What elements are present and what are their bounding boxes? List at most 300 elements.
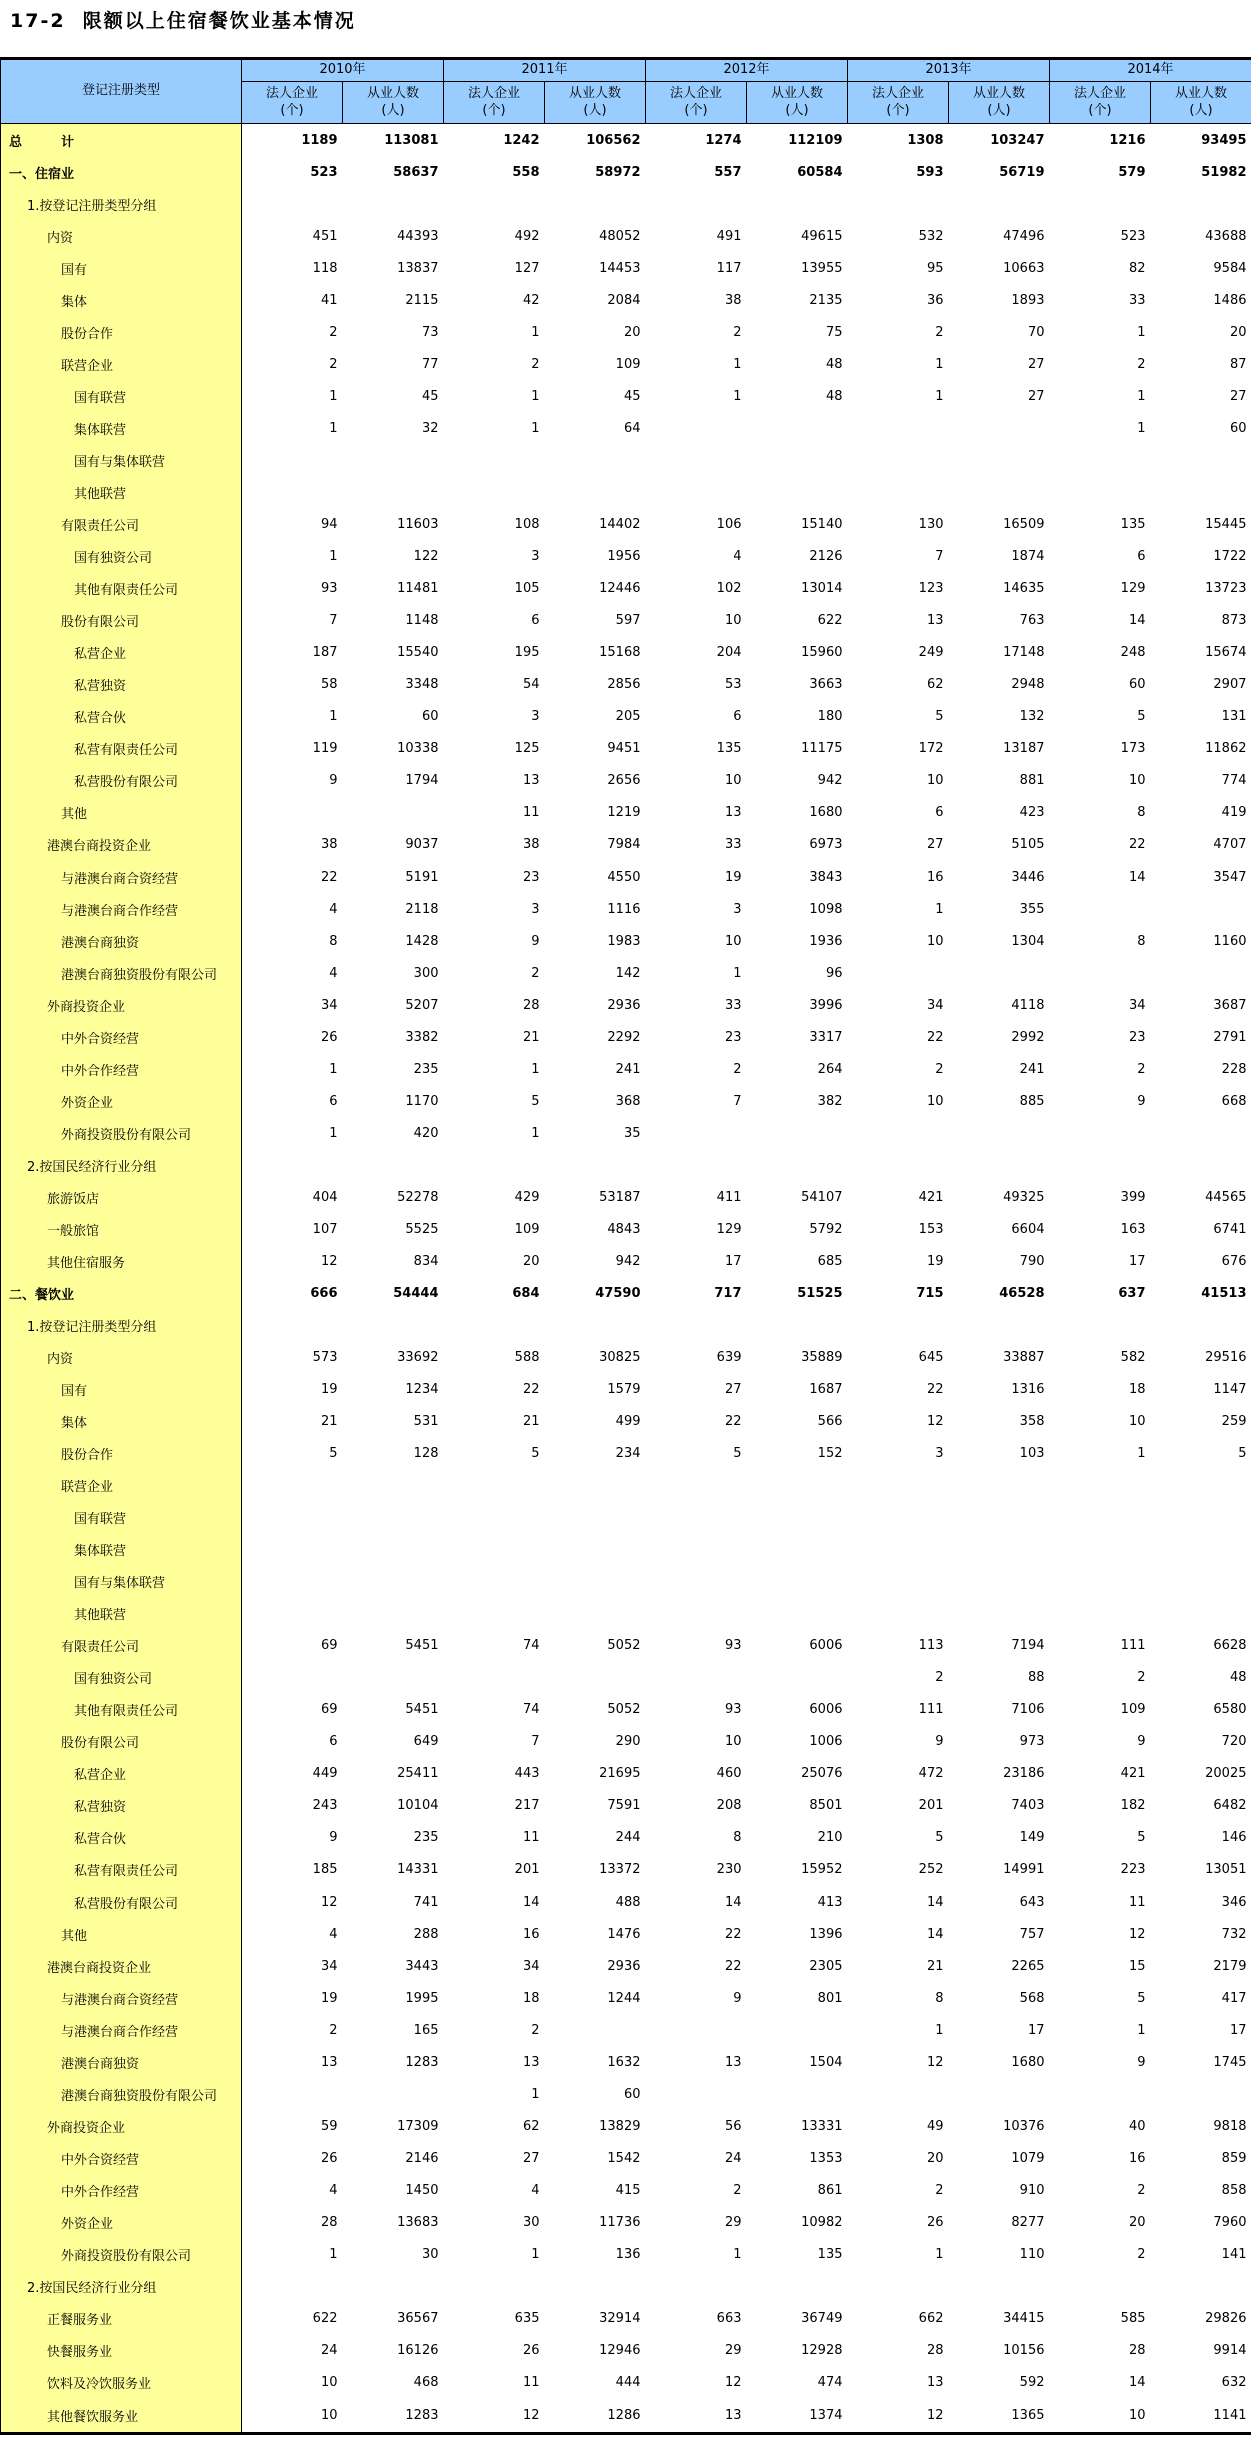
cell-value: 128 bbox=[343, 1438, 444, 1470]
table-row bbox=[1, 925, 1251, 957]
cell-value bbox=[242, 1598, 343, 1630]
cell-value: 12928 bbox=[747, 2334, 848, 2366]
cell-value bbox=[545, 2014, 646, 2046]
cell-value bbox=[1151, 893, 1251, 925]
cell-value: 12 bbox=[444, 2398, 545, 2433]
cell-value bbox=[242, 1502, 343, 1534]
cell-value: 22 bbox=[646, 1406, 747, 1438]
cell-value: 2936 bbox=[545, 1950, 646, 1982]
cell-value: 15445 bbox=[1151, 509, 1251, 541]
cell-value: 28 bbox=[1050, 2334, 1151, 2366]
cell-value bbox=[646, 1470, 747, 1502]
cell-value bbox=[1151, 1117, 1251, 1149]
cell-value: 110 bbox=[949, 2238, 1050, 2270]
cell-value: 17148 bbox=[949, 637, 1050, 669]
cell-value: 7960 bbox=[1151, 2206, 1251, 2238]
cell-value: 12 bbox=[848, 2398, 949, 2433]
row-label: 联营企业 bbox=[1, 1470, 242, 1502]
cell-value: 9 bbox=[242, 1822, 343, 1854]
cell-value: 443 bbox=[444, 1758, 545, 1790]
cell-value: 15674 bbox=[1151, 637, 1251, 669]
cell-value bbox=[646, 1534, 747, 1566]
cell-value: 2 bbox=[444, 957, 545, 989]
cell-value: 5 bbox=[1151, 1438, 1251, 1470]
row-label: 旅游饭店 bbox=[1, 1181, 242, 1213]
cell-value: 643 bbox=[949, 1886, 1050, 1918]
cell-value bbox=[949, 445, 1050, 477]
cell-value: 7 bbox=[646, 1085, 747, 1117]
table-row bbox=[1, 381, 1251, 413]
cell-value: 593 bbox=[848, 156, 949, 188]
row-label: 其他联营 bbox=[1, 477, 242, 509]
cell-value: 27 bbox=[848, 829, 949, 861]
cell-value: 2084 bbox=[545, 284, 646, 316]
cell-value: 1874 bbox=[949, 541, 1050, 573]
table-row bbox=[1, 573, 1251, 605]
cell-value: 33692 bbox=[343, 1341, 444, 1373]
cell-value: 1098 bbox=[747, 893, 848, 925]
cell-value: 58972 bbox=[545, 156, 646, 188]
cell-value bbox=[444, 2270, 545, 2302]
cell-value: 17309 bbox=[343, 2110, 444, 2142]
cell-value: 59 bbox=[242, 2110, 343, 2142]
cell-value bbox=[646, 1598, 747, 1630]
cell-value: 2 bbox=[848, 2174, 949, 2206]
cell-value bbox=[848, 2078, 949, 2110]
cell-value: 1 bbox=[444, 413, 545, 445]
cell-value: 10663 bbox=[949, 252, 1050, 284]
cell-value: 2126 bbox=[747, 541, 848, 573]
cell-value: 109 bbox=[545, 348, 646, 380]
cell-value: 3 bbox=[444, 701, 545, 733]
cell-value bbox=[848, 1598, 949, 1630]
row-label: 外资企业 bbox=[1, 1085, 242, 1117]
table-row bbox=[1, 1886, 1251, 1918]
cell-value bbox=[747, 1309, 848, 1341]
cell-value: 532 bbox=[848, 220, 949, 252]
cell-value: 1 bbox=[242, 701, 343, 733]
table-row bbox=[1, 1854, 1251, 1886]
cell-value: 411 bbox=[646, 1181, 747, 1213]
row-label: 集体联营 bbox=[1, 1534, 242, 1566]
cell-value bbox=[949, 1598, 1050, 1630]
cell-value: 5207 bbox=[343, 989, 444, 1021]
table-row bbox=[1, 669, 1251, 701]
cell-value: 2118 bbox=[343, 893, 444, 925]
cell-value: 5 bbox=[646, 1438, 747, 1470]
cell-value: 1632 bbox=[545, 2046, 646, 2078]
cell-value bbox=[242, 1566, 343, 1598]
cell-value: 28 bbox=[444, 989, 545, 1021]
cell-value: 1308 bbox=[848, 124, 949, 157]
cell-value: 1 bbox=[1050, 2014, 1151, 2046]
cell-value: 60 bbox=[343, 701, 444, 733]
row-label: 国有与集体联营 bbox=[1, 445, 242, 477]
cell-value: 48 bbox=[1151, 1662, 1251, 1694]
cell-value: 1219 bbox=[545, 797, 646, 829]
cell-value: 259 bbox=[1151, 1406, 1251, 1438]
cell-value: 235 bbox=[343, 1053, 444, 1085]
row-label: 中外合资经营 bbox=[1, 1021, 242, 1053]
cell-value: 33887 bbox=[949, 1341, 1050, 1373]
row-label: 其他餐饮服务业 bbox=[1, 2398, 242, 2433]
table-row bbox=[1, 2238, 1251, 2270]
cell-value bbox=[1050, 445, 1151, 477]
cell-value: 125 bbox=[444, 733, 545, 765]
cell-value: 14 bbox=[1050, 2366, 1151, 2398]
row-label: 私营企业 bbox=[1, 637, 242, 669]
cell-value: 1116 bbox=[545, 893, 646, 925]
cell-value: 1 bbox=[444, 381, 545, 413]
cell-value bbox=[747, 1470, 848, 1502]
cell-value: 19 bbox=[646, 861, 747, 893]
cell-value: 15 bbox=[1050, 1950, 1151, 1982]
row-label: 1.按登记注册类型分组 bbox=[1, 188, 242, 220]
row-label: 其他住宿服务 bbox=[1, 1245, 242, 1277]
col-header-employees: 从业人数 (人) bbox=[949, 82, 1050, 124]
cell-value bbox=[1050, 477, 1151, 509]
cell-value: 382 bbox=[747, 1085, 848, 1117]
cell-value: 36 bbox=[848, 284, 949, 316]
row-label: 其他有限责任公司 bbox=[1, 573, 242, 605]
cell-value bbox=[646, 1662, 747, 1694]
cell-value: 1147 bbox=[1151, 1373, 1251, 1405]
cell-value bbox=[343, 797, 444, 829]
cell-value: 32 bbox=[343, 413, 444, 445]
cell-value bbox=[343, 2078, 444, 2110]
cell-value: 29826 bbox=[1151, 2302, 1251, 2334]
cell-value: 10 bbox=[646, 605, 747, 637]
cell-value bbox=[343, 1502, 444, 1534]
cell-value: 5525 bbox=[343, 1213, 444, 1245]
cell-value: 523 bbox=[242, 156, 343, 188]
cell-value: 75 bbox=[747, 316, 848, 348]
cell-value: 288 bbox=[343, 1918, 444, 1950]
col-header-enterprises: 法人企业 (个) bbox=[444, 82, 545, 124]
cell-value: 9037 bbox=[343, 829, 444, 861]
cell-value: 1148 bbox=[343, 605, 444, 637]
cell-value: 2265 bbox=[949, 1950, 1050, 1982]
row-label: 外商投资企业 bbox=[1, 989, 242, 1021]
cell-value: 6580 bbox=[1151, 1694, 1251, 1726]
cell-value: 3663 bbox=[747, 669, 848, 701]
cell-value bbox=[747, 1149, 848, 1181]
cell-value: 93 bbox=[242, 573, 343, 605]
row-label: 一、住宿业 bbox=[1, 156, 242, 188]
cell-value bbox=[1050, 1117, 1151, 1149]
cell-value: 417 bbox=[1151, 1982, 1251, 2014]
cell-value: 13 bbox=[444, 765, 545, 797]
cell-value bbox=[747, 1598, 848, 1630]
cell-value: 13372 bbox=[545, 1854, 646, 1886]
row-label: 正餐服务业 bbox=[1, 2302, 242, 2334]
cell-value bbox=[747, 2078, 848, 2110]
cell-value: 27 bbox=[1151, 381, 1251, 413]
cell-value: 11603 bbox=[343, 509, 444, 541]
cell-value: 645 bbox=[848, 1341, 949, 1373]
cell-value: 10 bbox=[848, 1085, 949, 1117]
cell-value: 87 bbox=[1151, 348, 1251, 380]
cell-value: 649 bbox=[343, 1726, 444, 1758]
cell-value: 368 bbox=[545, 1085, 646, 1117]
cell-value: 3446 bbox=[949, 861, 1050, 893]
cell-value: 10156 bbox=[949, 2334, 1050, 2366]
cell-value bbox=[1050, 1566, 1151, 1598]
cell-value bbox=[1050, 1309, 1151, 1341]
cell-value bbox=[343, 1149, 444, 1181]
col-header-employees: 从业人数 (人) bbox=[747, 82, 848, 124]
row-label: 其他 bbox=[1, 1918, 242, 1950]
cell-value: 45 bbox=[545, 381, 646, 413]
cell-value: 6973 bbox=[747, 829, 848, 861]
cell-value: 11862 bbox=[1151, 733, 1251, 765]
year-header-2011: 2011年 bbox=[444, 59, 646, 82]
table-row bbox=[1, 1213, 1251, 1245]
cell-value: 241 bbox=[949, 1053, 1050, 1085]
cell-value: 11481 bbox=[343, 573, 444, 605]
cell-value bbox=[1151, 1470, 1251, 1502]
cell-value: 32914 bbox=[545, 2302, 646, 2334]
cell-value: 27 bbox=[444, 2142, 545, 2174]
cell-value: 30 bbox=[444, 2206, 545, 2238]
cell-value: 108 bbox=[444, 509, 545, 541]
cell-value: 9914 bbox=[1151, 2334, 1251, 2366]
cell-value: 1 bbox=[646, 2238, 747, 2270]
cell-value: 1995 bbox=[343, 1982, 444, 2014]
table-row bbox=[1, 1534, 1251, 1566]
cell-value: 592 bbox=[949, 2366, 1050, 2398]
cell-value: 3 bbox=[646, 893, 747, 925]
table-row bbox=[1, 2206, 1251, 2238]
cell-value: 1 bbox=[646, 381, 747, 413]
cell-value: 187 bbox=[242, 637, 343, 669]
cell-value: 639 bbox=[646, 1341, 747, 1373]
table-row bbox=[1, 1662, 1251, 1694]
cell-value bbox=[646, 477, 747, 509]
cell-value: 30 bbox=[343, 2238, 444, 2270]
cell-value bbox=[242, 1470, 343, 1502]
row-label: 港澳台商投资企业 bbox=[1, 829, 242, 861]
cell-value bbox=[949, 1470, 1050, 1502]
table-row bbox=[1, 1341, 1251, 1373]
cell-value bbox=[1050, 1598, 1151, 1630]
cell-value: 5792 bbox=[747, 1213, 848, 1245]
row-label: 股份有限公司 bbox=[1, 605, 242, 637]
cell-value: 243 bbox=[242, 1790, 343, 1822]
cell-value: 449 bbox=[242, 1758, 343, 1790]
cell-value bbox=[545, 1149, 646, 1181]
cell-value: 9 bbox=[242, 765, 343, 797]
cell-value: 3317 bbox=[747, 1021, 848, 1053]
row-label: 二、餐饮业 bbox=[1, 1277, 242, 1309]
col-header-enterprises: 法人企业 (个) bbox=[646, 82, 747, 124]
row-label: 国有独资公司 bbox=[1, 541, 242, 573]
cell-value: 9 bbox=[1050, 2046, 1151, 2078]
cell-value: 21 bbox=[444, 1406, 545, 1438]
cell-value: 131 bbox=[1151, 701, 1251, 733]
cell-value: 717 bbox=[646, 1277, 747, 1309]
cell-value: 13837 bbox=[343, 252, 444, 284]
table-row bbox=[1, 1373, 1251, 1405]
cell-value bbox=[747, 2270, 848, 2302]
cell-value: 234 bbox=[545, 1438, 646, 1470]
cell-value: 36749 bbox=[747, 2302, 848, 2334]
cell-value: 163 bbox=[1050, 1213, 1151, 1245]
cell-value: 1 bbox=[848, 893, 949, 925]
cell-value: 19 bbox=[242, 1373, 343, 1405]
cell-value: 21 bbox=[444, 1021, 545, 1053]
cell-value bbox=[848, 477, 949, 509]
cell-value: 93 bbox=[646, 1630, 747, 1662]
cell-value: 346 bbox=[1151, 1886, 1251, 1918]
cell-value: 15952 bbox=[747, 1854, 848, 1886]
cell-value: 5191 bbox=[343, 861, 444, 893]
cell-value: 49325 bbox=[949, 1181, 1050, 1213]
cell-value: 451 bbox=[242, 220, 343, 252]
cell-value: 1 bbox=[1050, 316, 1151, 348]
cell-value: 1 bbox=[444, 2078, 545, 2110]
cell-value: 38 bbox=[646, 284, 747, 316]
cell-value: 420 bbox=[343, 1117, 444, 1149]
cell-value: 6 bbox=[848, 797, 949, 829]
cell-value: 873 bbox=[1151, 605, 1251, 637]
cell-value bbox=[949, 1502, 1050, 1534]
table-row bbox=[1, 156, 1251, 188]
corner-header: 登记注册类型 bbox=[1, 59, 242, 124]
cell-value bbox=[949, 1534, 1050, 1566]
table-row bbox=[1, 2110, 1251, 2142]
cell-value bbox=[747, 1662, 848, 1694]
cell-value: 248 bbox=[1050, 637, 1151, 669]
cell-value bbox=[848, 413, 949, 445]
cell-value: 1504 bbox=[747, 2046, 848, 2078]
cell-value bbox=[848, 1470, 949, 1502]
cell-value: 468 bbox=[343, 2366, 444, 2398]
cell-value: 19 bbox=[242, 1982, 343, 2014]
row-label: 其他 bbox=[1, 797, 242, 829]
cell-value: 6 bbox=[242, 1085, 343, 1117]
cell-value: 492 bbox=[444, 220, 545, 252]
cell-value bbox=[646, 188, 747, 220]
table-row bbox=[1, 957, 1251, 989]
cell-value bbox=[242, 445, 343, 477]
cell-value: 29 bbox=[646, 2206, 747, 2238]
row-label: 其他联营 bbox=[1, 1598, 242, 1630]
cell-value bbox=[848, 188, 949, 220]
cell-value: 42 bbox=[444, 284, 545, 316]
cell-value bbox=[1151, 1534, 1251, 1566]
cell-value: 117 bbox=[646, 252, 747, 284]
table-row bbox=[1, 1726, 1251, 1758]
row-label: 2.按国民经济行业分组 bbox=[1, 2270, 242, 2302]
cell-value: 2 bbox=[444, 348, 545, 380]
cell-value bbox=[747, 2014, 848, 2046]
cell-value bbox=[646, 2270, 747, 2302]
cell-value: 49 bbox=[848, 2110, 949, 2142]
cell-value bbox=[848, 1117, 949, 1149]
cell-value: 93 bbox=[646, 1694, 747, 1726]
cell-value bbox=[545, 477, 646, 509]
cell-value: 41513 bbox=[1151, 1277, 1251, 1309]
table-row bbox=[1, 2142, 1251, 2174]
cell-value: 1 bbox=[848, 2238, 949, 2270]
cell-value: 2115 bbox=[343, 284, 444, 316]
cell-value: 2 bbox=[848, 316, 949, 348]
year-header-2010: 2010年 bbox=[242, 59, 444, 82]
cell-value: 135 bbox=[747, 2238, 848, 2270]
cell-value: 499 bbox=[545, 1406, 646, 1438]
cell-value: 10 bbox=[1050, 1406, 1151, 1438]
cell-value: 7 bbox=[242, 605, 343, 637]
row-label: 私营有限责任公司 bbox=[1, 733, 242, 765]
cell-value bbox=[1151, 1502, 1251, 1534]
cell-value: 102 bbox=[646, 573, 747, 605]
cell-value: 358 bbox=[949, 1406, 1050, 1438]
table-row bbox=[1, 1053, 1251, 1085]
row-label: 一般旅馆 bbox=[1, 1213, 242, 1245]
table-row bbox=[1, 1502, 1251, 1534]
table-row bbox=[1, 733, 1251, 765]
cell-value: 44393 bbox=[343, 220, 444, 252]
cell-value: 11 bbox=[1050, 1886, 1151, 1918]
cell-value: 21695 bbox=[545, 1758, 646, 1790]
cell-value bbox=[343, 1566, 444, 1598]
cell-value: 24 bbox=[242, 2334, 343, 2366]
cell-value: 2 bbox=[1050, 2174, 1151, 2206]
cell-value bbox=[949, 1309, 1050, 1341]
cell-value: 2 bbox=[242, 316, 343, 348]
col-header-enterprises: 法人企业 (个) bbox=[848, 82, 949, 124]
cell-value: 20 bbox=[545, 316, 646, 348]
cell-value: 40 bbox=[1050, 2110, 1151, 2142]
cell-value bbox=[848, 1149, 949, 1181]
row-label: 有限责任公司 bbox=[1, 1630, 242, 1662]
cell-value: 69 bbox=[242, 1630, 343, 1662]
cell-value bbox=[646, 2014, 747, 2046]
cell-value: 77 bbox=[343, 348, 444, 380]
row-label: 快餐服务业 bbox=[1, 2334, 242, 2366]
cell-value bbox=[343, 445, 444, 477]
cell-value: 676 bbox=[1151, 1245, 1251, 1277]
cell-value: 105 bbox=[444, 573, 545, 605]
cell-value: 5052 bbox=[545, 1630, 646, 1662]
cell-value: 635 bbox=[444, 2302, 545, 2334]
cell-value: 28 bbox=[242, 2206, 343, 2238]
cell-value: 2856 bbox=[545, 669, 646, 701]
cell-value bbox=[343, 1470, 444, 1502]
cell-value: 1234 bbox=[343, 1373, 444, 1405]
cell-value: 112109 bbox=[747, 124, 848, 157]
cell-value: 249 bbox=[848, 637, 949, 669]
cell-value bbox=[646, 445, 747, 477]
cell-value: 9 bbox=[1050, 1085, 1151, 1117]
cell-value: 6604 bbox=[949, 1213, 1050, 1245]
cell-value: 5451 bbox=[343, 1630, 444, 1662]
cell-value: 6741 bbox=[1151, 1213, 1251, 1245]
table-row bbox=[1, 1598, 1251, 1630]
cell-value: 3547 bbox=[1151, 861, 1251, 893]
cell-value: 26 bbox=[242, 1021, 343, 1053]
cell-value: 1 bbox=[242, 2238, 343, 2270]
cell-value: 973 bbox=[949, 1726, 1050, 1758]
cell-value: 444 bbox=[545, 2366, 646, 2398]
table-row bbox=[1, 188, 1251, 220]
cell-value: 58637 bbox=[343, 156, 444, 188]
cell-value: 15140 bbox=[747, 509, 848, 541]
cell-value: 1141 bbox=[1151, 2398, 1251, 2433]
cell-value: 4550 bbox=[545, 861, 646, 893]
cell-value: 54107 bbox=[747, 1181, 848, 1213]
